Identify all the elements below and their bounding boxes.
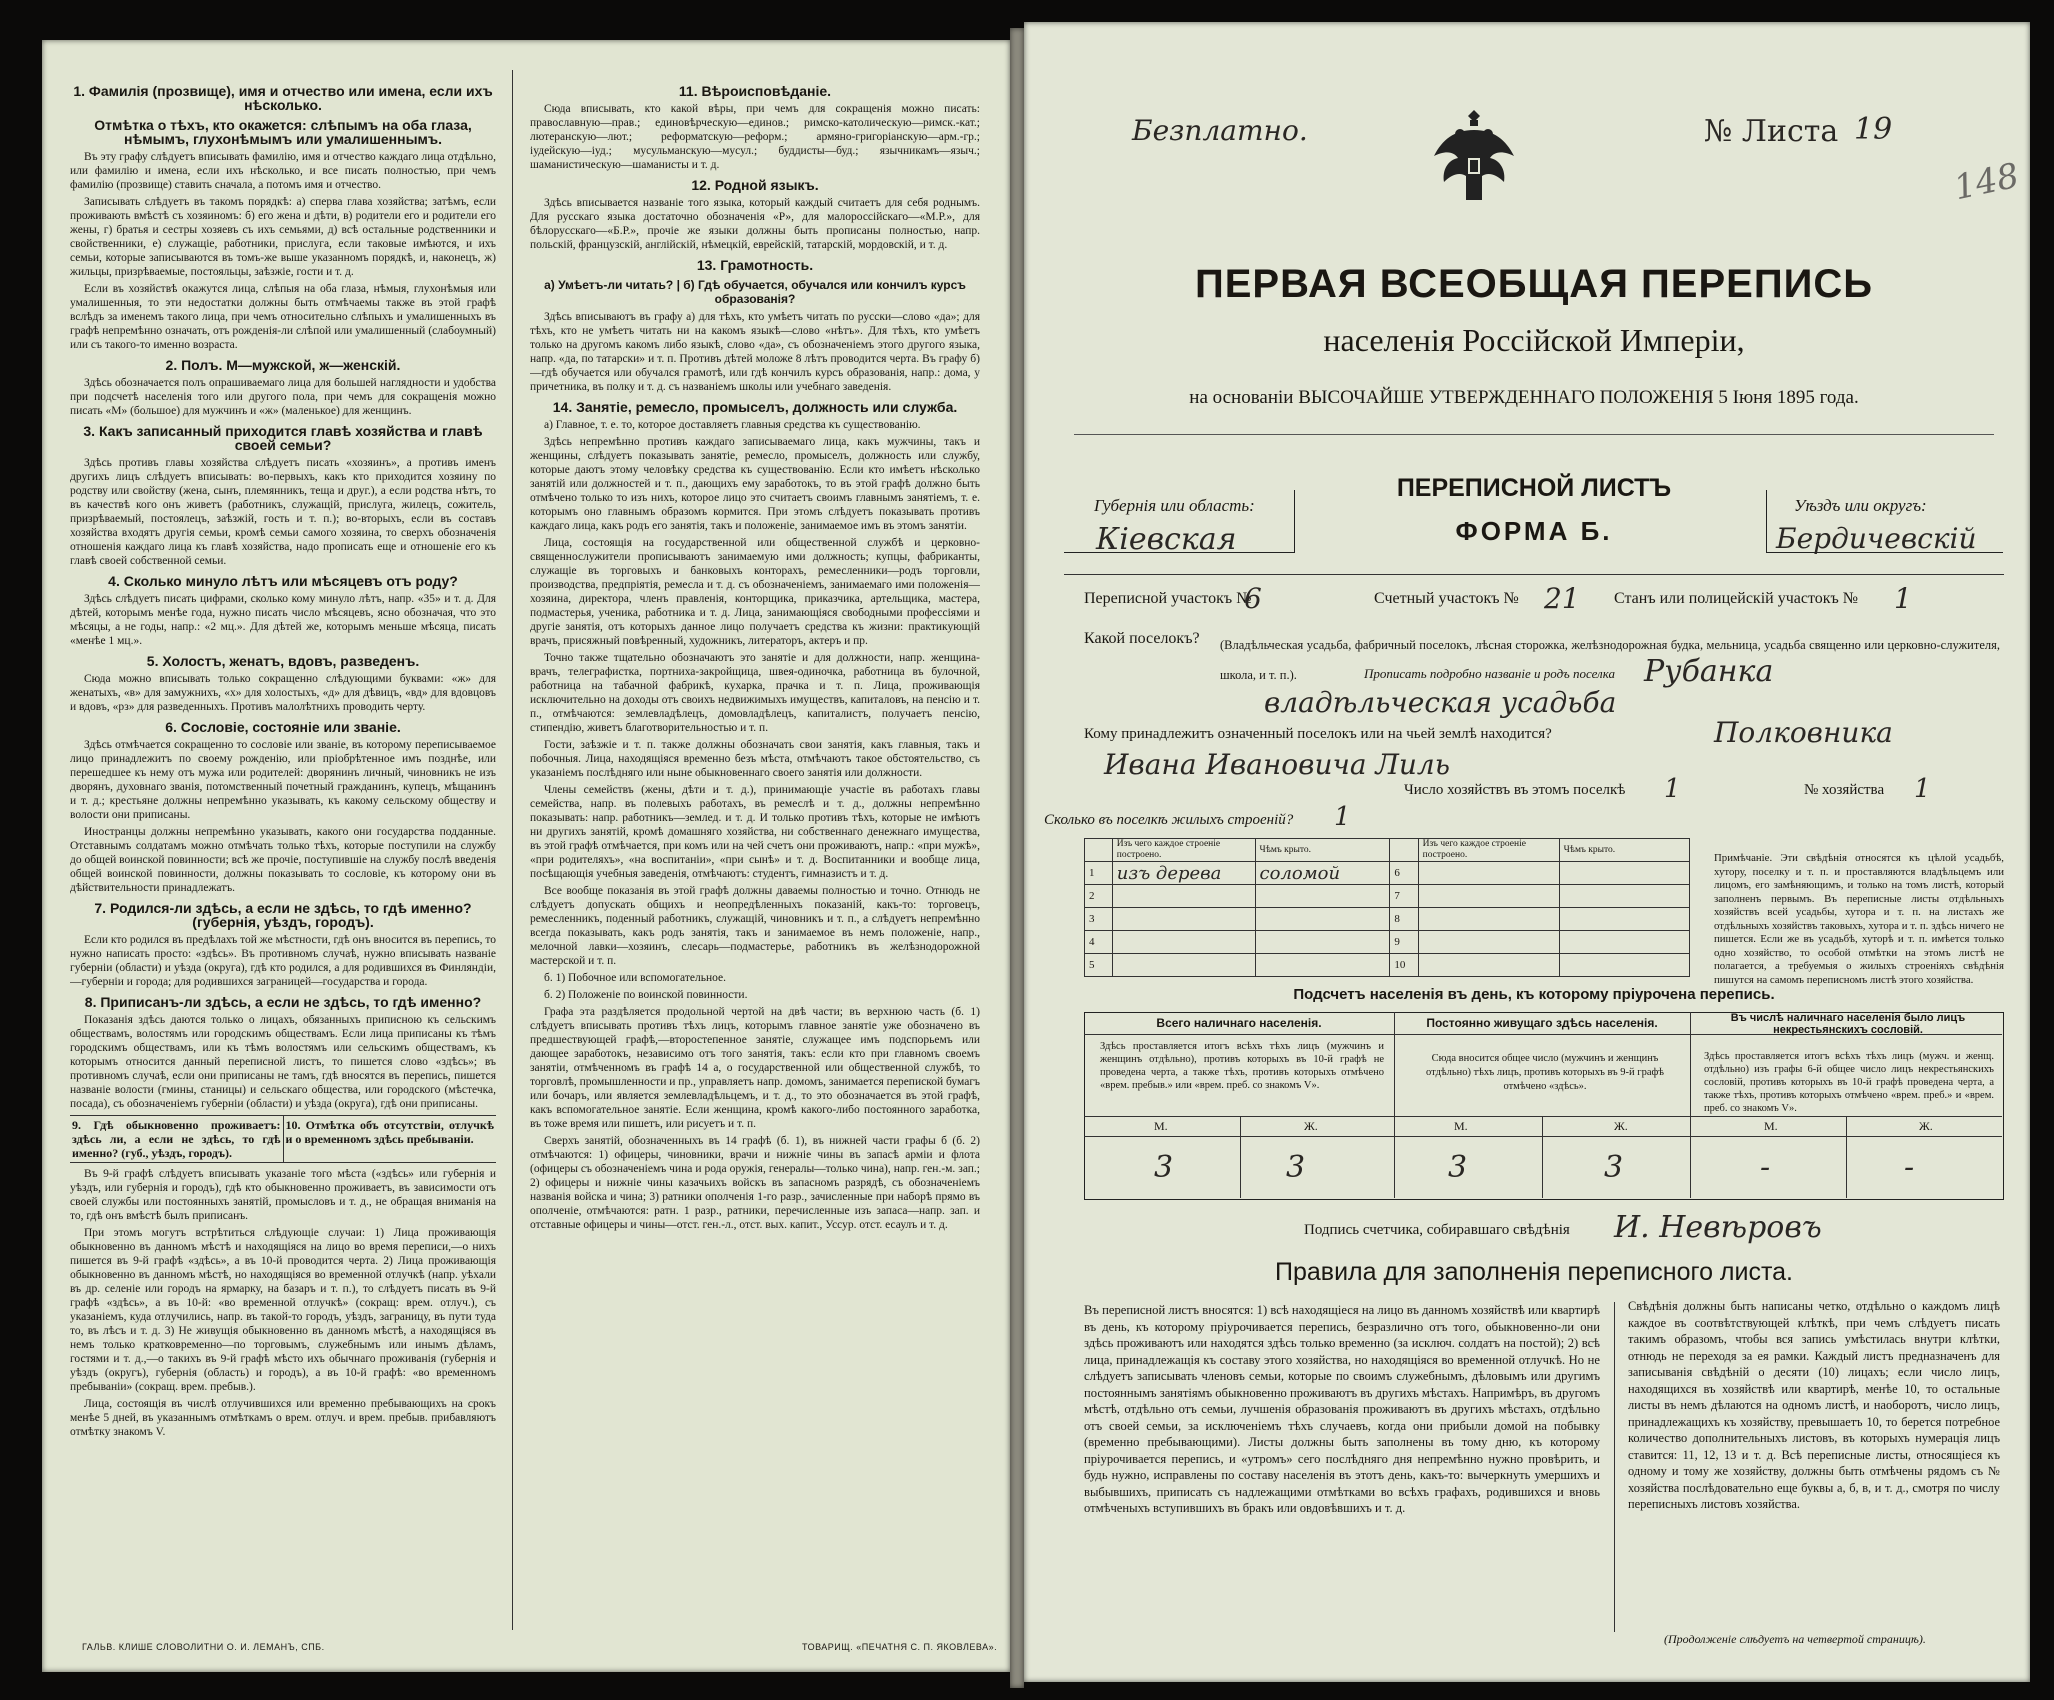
permanent-female-value: 3 [1604, 1150, 1624, 1185]
section-paragraph: Здѣсь непремѣнно противъ каждаго записываемаго лица, какъ мужчины, такъ и женщины, слѣдуетъ показывать занятіе, ремесло, промыселъ, должность или службу, которые даютъ этому человѣку средства къ существованію. Если кто имѣетъ нѣсколько занятій или должностей и т. п., дающихъ ему заработокъ, то въ этой графѣ должно быть отмѣчено только то изъ нихъ, которое лицо это считаетъ своимъ главнымъ занятіемъ, т. е. которымъ оно главнымъ образомъ кормится. При этомъ слѣдуетъ показывать противъ каждаго лица, какъ родъ его занятія, такъ и положеніе, занимаемое имъ въ этомъ занятіи. [530, 436, 980, 532]
right-column-instructions [530, 78, 980, 1628]
section-paragraph: Здѣсь вписывается названіе того языка, который каждый считаетъ для себя роднымъ. Для русскаго языка достаточно обозначенія «Р», для малороссійскаго—«М.Р.», для бѣлорусскаго—«Б.Р.», прочіе же языки должны быть прописаны полностью, напр. польскій, французскій, англійскій, нѣмецкій, еврейскій, татарскій, мордовскій, и т. д. [530, 197, 980, 251]
poselok-hint2: Прописать подробно названіе и родъ поселка [1364, 666, 1615, 681]
total-population-header: Всего наличнаго населенія. [1156, 1016, 1322, 1030]
section-paragraph: Все вообще показанія въ этой графѣ должны даваемы полностью и точно. Отнюдь не слѣдуетъ допускать общихъ и неопредѣленныхъ показаній, какъ-то: торговецъ, ремесленникъ, поденный работникъ, служащій, чиновникъ и т. п., а слѣдуетъ непремѣнно всегда показывать, какъ родъ занятія, такъ и занимаемое въ немъ положеніе, напр., мелочной лавки—хозяинъ, слесарь—подмастерье, работникъ въ желѣзнодорожной мастерской и т. п. [530, 885, 980, 967]
section-paragraph: Гости, заѣзжіе и т. п. также должны обозначать свои занятія, какъ главныя, такъ и побочныя. Лица, находящіяся временно безъ мѣста, отмѣчаютъ такое обстоятельство, съ указаніемъ послѣдняго или ныне обыкновеннаго своего занятія или должности. [530, 739, 980, 779]
households-count-value: 1 [1664, 774, 1681, 804]
section-paragraph: Лица, состоящія на государственной или общественной службѣ и церковно-священнослужители прописываютъ занимаемую ими должность; купцы, фабриканты, служащіе въ торговыхъ и банковыхъ конторахъ, ремесленники—родъ торговли, производства, предпріятія, ремесла и т. д. съ обозначеніемъ, занимаемаго ими положенія—хозяина, директора, членъ правленія, конторщика, приказчика, артельщика, мастера, подмастерья, ученика, работника и т. д. Лица, занимающіяся свободными профессіями и другіе занятія, отъ которыхъ данное лицо получаетъ средства къ жизни: практикующій врачъ, присяжный повѣренный, художникъ, литераторъ, актеръ и пр. [530, 537, 980, 647]
right-page-census-form [1024, 22, 2030, 1682]
section-heading: 7. Родился-ли здѣсь, а если не здѣсь, то гдѣ именно? (губернія, уѣздъ, городъ). [94, 900, 472, 930]
buildings-cell: 8 [1390, 908, 1418, 931]
section-paragraph: Здѣсь вписываютъ въ графу а) для тѣхъ, кто умѣетъ читать по русски—слово «да»; для тѣхъ, кто не умѣетъ читать ни на какомъ языкѣ—слово «нѣтъ». Для тѣхъ, кто умѣетъ только на другомъ какомъ либо языкѣ, слово «да», съ обозначеніемъ этого другого языка, напр. «да, по татарски» и т. п. Противъ дѣтей моложе 8 лѣтъ проводится черта. Въ графу б)—гдѣ обучается или обучался грамотѣ, или гдѣ кончилъ курсъ образованія, напр.: дома, у причетника, въ полку и т. д. съ названіемъ школы или учебнаго заведенія. [530, 311, 980, 393]
section-heading: 3. Какъ записанный приходится главѣ хозяйства и главѣ своей семьи? [83, 423, 483, 453]
buildings-cell [1559, 908, 1689, 931]
imprint-left: ГАЛЬВ. КЛИШЕ СЛОВОЛИТНИ О. И. ЛЕМАНЪ, СПБ. [82, 1642, 325, 1652]
section-heading: 1. Фамилія (прозвище), имя и отчество или имена, если ихъ нѣсколько. [73, 83, 493, 113]
section-paragraph: б. 2) Положеніе по воинской повинности. [544, 989, 748, 1001]
uezd-label: Уѣздъ или округъ: [1794, 496, 1927, 515]
section-subheading: а) Умѣетъ-ли читать? | б) Гдѣ обучается, обучался или кончилъ курсъ образованія? [544, 278, 966, 306]
col2-male-label: М. [1454, 1119, 1468, 1133]
households-count-label: Число хозяйствъ въ этомъ поселкѣ [1404, 782, 1626, 798]
column-divider [512, 70, 513, 1630]
non-peasant-desc: Здѣсь проставляется итогъ всѣхъ тѣхъ лицъ (мужч. и женщ. отдѣльно) изъ графы 6-й общее число лицъ некрестьянскихъ сословій, противъ которыхъ въ 10-й графѣ проведена черта, а также тѣхъ, противъ которыхъ отмѣчено «врем. преб.» и «врем. преб. со знакомъ V». [1704, 1051, 1994, 1114]
section-paragraph: Здѣсь слѣдуетъ писать цифрами, сколько кому минуло лѣтъ, напр. «35» и т. д. Для дѣтей, которымъ менѣе года, нужно писать число мѣсяцевъ, ясно обозначая, что это мѣсяцы, а не годы, напр.: «2 мц.». Для дѣтей же, которымъ меньше мѣсяца, писать «менѣе 1 мц.». [70, 593, 496, 647]
sheet-number-label: № Листа [1704, 114, 1839, 149]
buildings-cell: 10 [1390, 954, 1418, 977]
owner-label: Кому принадлежитъ означенный поселокъ или на чьей землѣ находится? [1084, 726, 1552, 742]
section-paragraph: Сюда вписывать, кто какой вѣры, при чемъ для сокращенія можно писать: православную—прав.; единовѣрческую—единов.; римско-католическую—римск.-кат.; лютеранскую—лют.; реформатскую—реформ.; армяно-григоріанскую—арм.-гр.; іудейскую—іуд.; мусульманскую—мусул.; буддисты—буд.; язычникамъ—языч.; шаманистическую—шаманисты и т. д. [530, 103, 980, 171]
gubernia-label: Губернія или область: [1094, 496, 1255, 515]
continued-note: (Продолженіе слѣдуетъ на четвертой страницѣ). [1664, 1632, 1926, 1646]
section-paragraph: Лица, состоящія въ числѣ отлучившихся или временно пребывающихъ на срокъ менѣе 5 дней, въ указаннымъ отмѣткамъ о врем. отлуч. и врем. пребыв. прибавляютъ отмѣтку знакомъ V. [70, 1398, 496, 1438]
signature-value: И. Невѣровъ [1614, 1210, 1822, 1245]
section-paragraph: Здѣсь обозначается полъ опрашиваемаго лица для большей наглядности и удобства при подсчетѣ населенія того или другого пола, при чемъ для сокращенія можно писать «М» (большое) для мужчинъ и «ж» (маленькое) для женщинъ. [70, 377, 496, 417]
nonpeasant-female-value: - [1904, 1150, 1915, 1185]
left-page [42, 40, 1010, 1672]
heading-10: 10. Отмѣтка объ отсутствіи, отлучкѣ и о временномъ здѣсь пребываніи. [285, 1118, 494, 1146]
main-title: ПЕРВАЯ ВСЕОБЩАЯ ПЕРЕПИСЬ [1195, 262, 1873, 306]
permanent-male-value: 3 [1448, 1150, 1468, 1185]
section-paragraph: При этомъ могутъ встрѣтиться слѣдующіе случаи: 1) Лица проживающія обыкновенно въ данномъ мѣстѣ и находящіяся на лицо во время переписи,—о нихъ пишется въ 9-й графѣ «здѣсь», а въ 10-й проводится черта. 2) Лица проживающія обыкновенно въ данномъ мѣстѣ, но находящіяся во временной отлучкѣ (напр. уѣхали въ др. селеніе или городъ на ярмарку, на базаръ и т. п.), то слѣдуетъ писать въ 9-й графѣ «здѣсь», а въ 10-й: «во временной отлучкѣ» (сокращ: врем. отлуч.), съ указаніемъ, куда отлучились, напр. въ такой-то городъ, уѣздъ, заграницу, въ пути туда то, въ лѣсъ и т. д. 3) Не живущія обыкновенно въ данномъ мѣстѣ, а находящіяся въ немъ только кратковременно—по торговымъ, служебнымъ или инымъ дѣламъ, гостями и т. д.,—о такихъ въ 9-й графѣ мѣсто ихъ обычнаго проживанія (губернія и уѣздъ (округъ), губернія (область) и городъ), а въ 10-й графѣ: «во временномъ пребываніи» (сокращ. врем. пребыв.). [70, 1227, 496, 1393]
section-heading: 11. Вѣроисповѣданіе. [678, 83, 832, 99]
form-subtitle: ФОРМА Б. [1455, 516, 1613, 546]
buildings-header-cell: Изъ чего каждое строеніе построено. [1112, 839, 1255, 862]
buildings-cell: 9 [1390, 931, 1418, 954]
uezd-value: Бердичевскій [1776, 522, 1977, 555]
section-paragraph: Точно также тщательно обозначаютъ это занятіе и для должности, напр. женщина-врачъ, телеграфистка, портниха-закройщица, швея-одиночка, работница въ булочной, работница на табачной фабрикѣ, кухарка, прачка и т. п. Лица, проживающія исключительно на доходы отъ своихъ недвижимыхъ имуществъ, капиталовъ, на пенсію и т. п., отмѣчаются: землевладѣлецъ, домовладѣлецъ, капиталистъ, получаетъ пенсію, стипендію, живетъ благотворительностью и т. п. [530, 652, 980, 734]
heading-9: 9. Гдѣ обыкновенно проживаетъ: здѣсь ли, а если не здѣсь, то гдѣ именно? (губ., уѣздъ, городъ). [70, 1116, 284, 1162]
section-heading: 4. Сколько минуло лѣтъ или мѣсяцевъ отъ роду? [108, 573, 458, 589]
buildings-header-cell [1085, 839, 1113, 862]
section-paragraph: Если въ хозяйствѣ окажутся лица, слѣпыя на оба глаза, нѣмыя, глухонѣмыя или умалишенныя, то эти недостатки должны быть отмѣчаемы также въ этой графѣ вслѣдъ за именемъ такого лица, при чемъ относительно слѣпыхъ и умалишенныхъ въ графѣ непремѣнно означать, отъ рожденія-ли слѣпой или умалишенный (слабоумный) или съ такого-то именно возраста. [70, 283, 496, 351]
schetny-uchastok-label: Счетный участокъ № [1374, 590, 1519, 607]
free-label: Безплатно. [1132, 114, 1308, 147]
owner-value-1: Полковника [1714, 716, 1893, 749]
rules-left-text: Въ переписной листъ вносятся: 1) всѣ находящіеся на лицо въ данномъ хозяйствѣ или квартирѣ въ день, къ которому пріурочивается перепись, безразлично отъ того, обыкновенно-ли они здѣсь проживаютъ или находятся здѣсь только временно (за исключ. солдатъ на постой); 2) всѣ лица, принадлежащія къ составу этого хозяйства, но находящіяся во временной отлучкѣ. Но не слѣдуетъ записывать членовъ семьи, которые по своимъ служебнымъ, дѣловымъ или другимъ постояннымъ занятіямъ обыкновенно проживаютъ въ другихъ мѣстахъ. Напримѣръ, въ другомъ мѣстѣ, отдѣльно отъ семьи, лучшенія образованія проживаютъ въ другихъ мѣстахъ, отдѣльно отъ своей семьи, за исключеніемъ тѣхъ случаевъ, когда они прибыли домой на побывку (временно пребывающими). Листы должны быть заполнены въ тому дню, къ которому пріурочивается перепись, и «утромъ» сего послѣдняго дня непремѣнно нужно провѣрить, и будь нужно, исправлены по составу населенія въ этотъ день, какъ-то: вычеркнуть умершихъ и выбывшихъ, приписать съ надлежащими отмѣтками во всѣхъ графахъ, родившихся и вновь отмѣченыхъ вступившихъ въ бракъ или овдовѣвшихъ и т. д. [1084, 1303, 1600, 1515]
section-heading: 8. Приписанъ-ли здѣсь, а если не здѣсь, то гдѣ именно? [84, 994, 482, 1010]
signature-label: Подпись счетчика, собиравшаго свѣдѣнія [1304, 1222, 1570, 1238]
buildings-cell [1418, 862, 1559, 885]
poselok-label: Какой поселокъ? [1084, 630, 1200, 647]
stan-label: Станъ или полицейскій участокъ № [1614, 590, 1859, 607]
rules-right-text: Свѣдѣнія должны быть написаны четко, отдѣльно о каждомъ лицѣ каждое въ соотвѣтствующей клѣткѣ, при чемъ слѣдуетъ писать такимъ образомъ, чтобы вся запись умѣстилась внутри клѣтки, отнюдь не переходя за ея рамки. Каждый листъ предназначенъ для записыванія свѣдѣній о десяти (10) лицахъ; если число лицъ, находящихся въ хозяйствѣ или квартирѣ, менѣе 10, то остальные листы въ немъ дѣлаются на одномъ листѣ, и наоборотъ, число лицъ, принадлежащихъ къ хозяйству, превышаетъ 10, то берется потребное количество дополнительныхъ листовъ, въ которыхъ нумерація лицъ ставится: 11, 12, 13 и т. д. Всѣ переписные листы, относящіеся къ одному и тому же хозяйству, должны быть отмѣчены рядомъ съ № хозяйства послѣдовательно еще буквы а, б, в, и т. д., смотря по числу переписныхъ листовъ хозяйства. [1628, 1299, 2000, 1511]
nonpeasant-male-value: - [1760, 1150, 1771, 1185]
section-paragraph: Графа эта раздѣляется продольной чертой на двѣ части; въ верхнюю часть (б. 1) слѣдуетъ вписывать противъ тѣхъ лицъ, которымъ главное занятіе уже обозначено въ предшествующей графѣ,—второстепенное занятіе, служащее имъ подспорьемъ или дающее заработокъ, независимо отъ того занятія, такъ: если кто при главномъ своемъ занятіи, отмѣченномъ въ графѣ 14 а, о государственной или общественной службѣ, то торговлѣ, промышленности и пр., управляетъ напр. домомъ, занимается перепиской бумагъ или бочаръ, или является землевладѣльцемъ, и т. д., то это обозначается въ этой графѣ, какъ вспомогательное занятіе. Если женщина, кромѣ какого-либо постоянного заработка, въ тоже время или пишетъ, или рисуетъ и т. п. [530, 1006, 980, 1130]
buildings-cell: 7 [1390, 885, 1418, 908]
buildings-header-cell [1390, 839, 1418, 862]
household-number-value: 1 [1914, 774, 1931, 804]
stan-value: 1 [1894, 582, 1912, 615]
imperial-eagle-icon [1424, 100, 1524, 210]
section-heading: 5. Холостъ, женатъ, вдовъ, разведенъ. [146, 653, 420, 669]
population-count-title: Подсчетъ населенія въ день, къ которому пріурочена перепись. [1293, 986, 1775, 1003]
section-paragraph: Иностранцы должны непремѣнно указывать, какого они государства подданные. Отставнымъ солдатамъ можно отмѣчать только тѣхъ, которые поступили на службу до общей воинской повинности; всѣ же прочіе, поступившіе на службу послѣ введенія общей воинской повинности, должны показывать то сословіе, къ которому они въ дѣйствительности принадлежатъ. [70, 826, 496, 894]
buildings-cell [1112, 885, 1255, 908]
margin-number: 148 [1950, 155, 2023, 209]
section-paragraph: а) Главное, т. е. то, которое доставляетъ главныя средства къ существованію. [544, 419, 921, 431]
buildings-table [1084, 838, 1690, 977]
section-heading: 2. Полъ. М—мужской, ж—женскій. [165, 357, 401, 373]
poselok-type-value: владѣльческая усадьба [1264, 686, 1617, 719]
buildings-cell [1112, 908, 1255, 931]
buildings-note: Примѣчаніе. Эти свѣдѣнія относятся къ цѣлой усадьбѣ, хутору, поселку и т. п. и проставляются владѣльцемъ или лицомъ, его замѣняющимъ, и только на томъ листѣ, который заполненъ первымъ. Въ переписные листы отдѣльныхъ хозяйствъ всей усадьбы, хутора и т. п. на листахъ же отдѣльныхъ хозяйствъ таковыхъ, хутора и т. п. здѣсь ничего не пишется. Если же въ усадьбѣ, хуторѣ и т. п. имѣется только одно хозяйство, то особой отмѣтки на этомъ листѣ не полагается, а требуемыя о жилыхъ строеніяхъ свѣдѣнія пишутся на самомъ переписномъ листѣ этого хозяйства. [1714, 852, 2004, 986]
col3-male-label: М. [1764, 1119, 1778, 1133]
buildings-cell [1255, 954, 1390, 977]
total-population-desc: Здѣсь проставляется итогъ всѣхъ тѣхъ лицъ (мужчинъ и женщинъ отдѣльно), противъ которыхъ въ 10-й графѣ не проведена черта, а также тѣхъ, противъ которыхъ отмѣчено «врем. пребыв.» или «врем. преб. со знакомъ V». [1100, 1041, 1384, 1091]
buildings-cell: 6 [1390, 862, 1418, 885]
buildings-cell [1418, 954, 1559, 977]
buildings-cell [1559, 885, 1689, 908]
schetny-uchastok-value: 21 [1544, 582, 1580, 615]
section-paragraph: Здѣсь отмѣчается сокращенно то сословіе или званіе, въ которому переписываемое лицо принадлежитъ по своему рожденію, или пріобрѣтенное имъ позднѣе, или перешедшее къ нему отъ мужа или родителей: дворянинъ личный, чиновникъ не изъ дворянъ, духовнаго званія, потомственный почетный гражданинъ, купецъ, мѣщанинъ и т. д.; крестьяне должны непремѣнно указывать, къ какому сельскому обществу и волости они приписаны. [70, 739, 496, 821]
col2-female-label: Ж. [1614, 1119, 1628, 1133]
section-heading: 6. Сословіе, состояніе или званіе. [165, 719, 401, 735]
buildings-cell [1418, 885, 1559, 908]
split-heading-9-10 [70, 1115, 496, 1163]
gubernia-value: Кіевская [1096, 522, 1237, 557]
buildings-cell [1418, 908, 1559, 931]
non-peasant-header: Въ числѣ наличнаго населенія было лицъ некрестьянскихъ сословій. [1730, 1012, 1966, 1036]
section-paragraph: Сверхъ занятій, обозначенныхъ въ 14 графѣ (б. 1), въ нижней части графы б (б. 2) отмѣчаются: 1) офицеры, чиновники, врачи и нижніе чины въ запасѣ арміи и флота (офицеры съ обозначеніемъ чина и рода оружія, генералы—только чина), напр. ген.-м. зап.; 2) офицеры и нижніе чины казачьихъ войскъ въ запасномъ разрядѣ, съ обозначеніемъ названія войска и чина; 3) ратники ополченія 1-го разр., зачисленные при наборѣ прямо въ ополченіе, отмѣчаются: ратн. 1 разр., ратники, перечисленные изъ запаса—напр. зап. и отставные офицеры и чины—отст. ген.-л., отст. вых. капит., Уссур. отст. есаулъ и т. д. [530, 1135, 980, 1231]
buildings-cell [1418, 931, 1559, 954]
buildings-cell: соломой [1255, 862, 1390, 885]
col1-male-label: М. [1154, 1119, 1168, 1133]
owner-value-2: Ивана Ивановича Лиль [1104, 748, 1450, 781]
imprint-right: ТОВАРИЩ. «ПЕЧАТНЯ С. П. ЯКОВЛЕВА». [802, 1642, 998, 1652]
total-male-value: 3 [1154, 1150, 1174, 1185]
col1-female-label: Ж. [1304, 1119, 1318, 1133]
buildings-cell: изъ дерева [1112, 862, 1255, 885]
left-column-instructions [70, 78, 496, 1568]
perepisnoy-uchastok-value: 6 [1244, 582, 1262, 615]
buildings-cell [1255, 931, 1390, 954]
section-paragraph: Члены семействъ (жены, дѣти и т. д.), принимающіе участіе въ работахъ главы семейства, напр. въ полевыхъ работахъ, въ ремеслѣ и т. д., должны непремѣнно показывать: напр. работникъ—землед. и т. д. И только противъ тѣхъ, которые не имѣютъ ни другихъ занятій, кромѣ домашняго хозяйства, ни собственнаго денежнаго имущества, въ этой графѣ отмѣчается, при комъ или на чей счетъ они проживаютъ, напр.: «при мужѣ», «при родителяхъ», «на воспитаніи», «при сынѣ» и т. д. Воспитанники и вообще лица, посѣщающія учебныя заведенія, отмѣчаютъ: студентъ, гимназистъ и т. д. [530, 784, 980, 880]
col3-female-label: Ж. [1919, 1119, 1933, 1133]
form-title: ПЕРЕПИСНОЙ ЛИСТЪ [1396, 474, 1672, 502]
buildings-cell [1255, 908, 1390, 931]
section-paragraph: Показанія здѣсь даются только о лицахъ, обязанныхъ приписною къ сельскимъ обществамъ, волостямъ или городскимъ обществамъ. Если лица приписаны къ тѣмъ городскимъ обществамъ, или къ тѣмъ волостямъ или сельскимъ обществамъ, къ которымъ относится данный переписной листъ, то пишется слово «здѣсь»; въ противномъ случаѣ, если они приписаны не тамъ, гдѣ вносятся въ перепись, пишется названіе волости (гмины, станицы) и сельскаго общества, или городского (мѣстечка, посада), съ обозначеніемъ губерніи (области) и уѣзда (округа), гдѣ они приписаны. [70, 1014, 496, 1110]
section-paragraph: б. 1) Побочное или вспомогательное. [544, 972, 726, 984]
buildings-cell [1112, 931, 1255, 954]
sheet-number-value: 19 [1854, 112, 1893, 147]
section-paragraph: Здѣсь противъ главы хозяйства слѣдуетъ писать «хозяинъ», а противъ именъ другихъ лицъ слѣдуетъ вписывать: во-первыхъ, какъ кто приходится хозяину по родству или свойству (жена, сынъ, племянникъ, теща и друг.), а если родства нѣтъ, то въ качествѣ кого онъ живетъ (работникъ, служащій, прислуга, жилецъ, сожитель, призрѣваемый, постоялецъ, заѣзжій, гость и т. п.); во-вторыхъ, если въ составъ хозяйства входятъ другія семьи, кромѣ семьи самого хозяина, то сверхъ обозначенія отношенія каждаго лица къ главѣ хозяйства, надо прописать еще и отношеніе его къ главѣ своей собственной семьи. [70, 457, 496, 567]
binding-spine [1010, 28, 1024, 1688]
subtitle: населенія Россійской Имперіи, [1323, 322, 1745, 358]
buildings-cell [1559, 862, 1689, 885]
buildings-cell [1255, 885, 1390, 908]
buildings-value: 1 [1334, 802, 1351, 832]
buildings-cell: 1 [1085, 862, 1113, 885]
buildings-cell: 2 [1085, 885, 1113, 908]
section-heading: 13. Грамотность. [696, 257, 814, 273]
buildings-cell [1559, 931, 1689, 954]
section-heading: 12. Родной языкъ. [691, 177, 819, 193]
buildings-header-cell: Чѣмъ крыто. [1255, 839, 1390, 862]
poselok-hint: (Владѣльческая усадьба, фабричный поселокъ, лѣсная сторожка, желѣзнодорожная будка, мельница, усадьба священно или церковно-служителя, школа, и т. п.). [1220, 638, 2000, 682]
section-paragraph: Въ эту графу слѣдуетъ вписывать фамилію, имя и отчество каждаго лица отдѣльно, или фамилію и имена, если ихъ нѣсколько, и все писать полностью, при чемъ фамилію (прозвище) ставить сначала, а потомъ имя и отчество. [70, 151, 496, 191]
buildings-cell: 5 [1085, 954, 1113, 977]
poselok-name-value: Рубанка [1644, 654, 1774, 689]
perepisnoy-uchastok-label: Переписной участокъ № [1084, 590, 1252, 607]
buildings-cell: 4 [1085, 931, 1113, 954]
permanent-population-desc: Сюда вносится общее число (мужчинъ и женщинъ отдѣльно) тѣхъ лицъ, противъ которыхъ въ 9-й графѣ отмѣчено «здѣсь». [1426, 1053, 1664, 1092]
total-female-value: 3 [1286, 1150, 1306, 1185]
rules-title: Правила для заполненія переписного листа. [1275, 1258, 1793, 1286]
permanent-population-header: Постоянно живущаго здѣсь населенія. [1426, 1016, 1658, 1030]
buildings-label: Сколько въ поселкѣ жилыхъ строеній? [1044, 812, 1294, 828]
buildings-header-cell: Изъ чего каждое строеніе построено. [1418, 839, 1559, 862]
section-paragraph: Записывать слѣдуетъ въ такомъ порядкѣ: а) сперва глава хозяйства; затѣмъ, если проживають вмѣстѣ съ хозяиномъ: б) его жена и дѣти, в) родители его и родители его жены, г) братья и сестры хозяевъ съ ихъ семьями, д) всѣ остальные родственники и свойственники, е) служащіе, работники, прислуга, если таковые имѣются, и ихъ семьи, которые записываются въ томъ-же выше указанномъ порядкѣ, и, наконецъ, ж) жильцы, призрѣваемые, постояльцы, заѣзжіе, гости и т. д. [70, 196, 496, 278]
section-heading: Отмѣтка о тѣхъ, кто окажется: слѣпымъ на оба глаза, нѣмымъ, глухонѣмымъ или умалишеннымъ. [94, 117, 472, 147]
buildings-cell [1559, 954, 1689, 977]
section-paragraph: Въ 9-й графѣ слѣдуетъ вписывать указаніе того мѣста («здѣсь» или губернія и уѣздъ, или губернія и городъ), гдѣ кто обыкновенно проживаетъ, въ зависимости отъ своей службы или постоянныхъ занятій, промысловъ и т. д., не обращая вниманія на то, гдѣ онъ вмѣстѣ былъ приписанъ. [70, 1168, 496, 1222]
buildings-cell [1112, 954, 1255, 977]
buildings-cell: 3 [1085, 908, 1113, 931]
household-number-label: № хозяйства [1804, 782, 1885, 798]
section-paragraph: Если кто родился въ предѣлахъ той же мѣстности, гдѣ онъ вносится въ перепись, то нужно написать просто: «здѣсь». Въ противномъ случаѣ, нужно вписывать названіе губерніи (области) и уѣзда (округа), гдѣ кто родился, а для родившихся въ Финляндіи,—губерніи и города; для родившихся заграницей—государства и города. [70, 934, 496, 988]
buildings-header-cell: Чѣмъ крыто. [1559, 839, 1689, 862]
section-heading: 14. Занятіе, ремесло, промыселъ, должность или служба. [552, 399, 958, 415]
legal-basis: на основаніи ВЫСОЧАЙШЕ УТВЕРЖДЕННАГО ПОЛОЖЕНІЯ 5 Іюня 1895 года. [1189, 387, 1859, 408]
section-paragraph: Сюда можно вписывать только сокращенно слѣдующими буквами: «ж» для женатыхъ, «в» для замужнихъ, «х» для холостыхъ, «д» для дѣвицъ, «вд» для вдовцовъ и вдовъ, «рз» для разведенныхъ. Противъ малолѣтнихъ проводить черту. [70, 673, 496, 713]
